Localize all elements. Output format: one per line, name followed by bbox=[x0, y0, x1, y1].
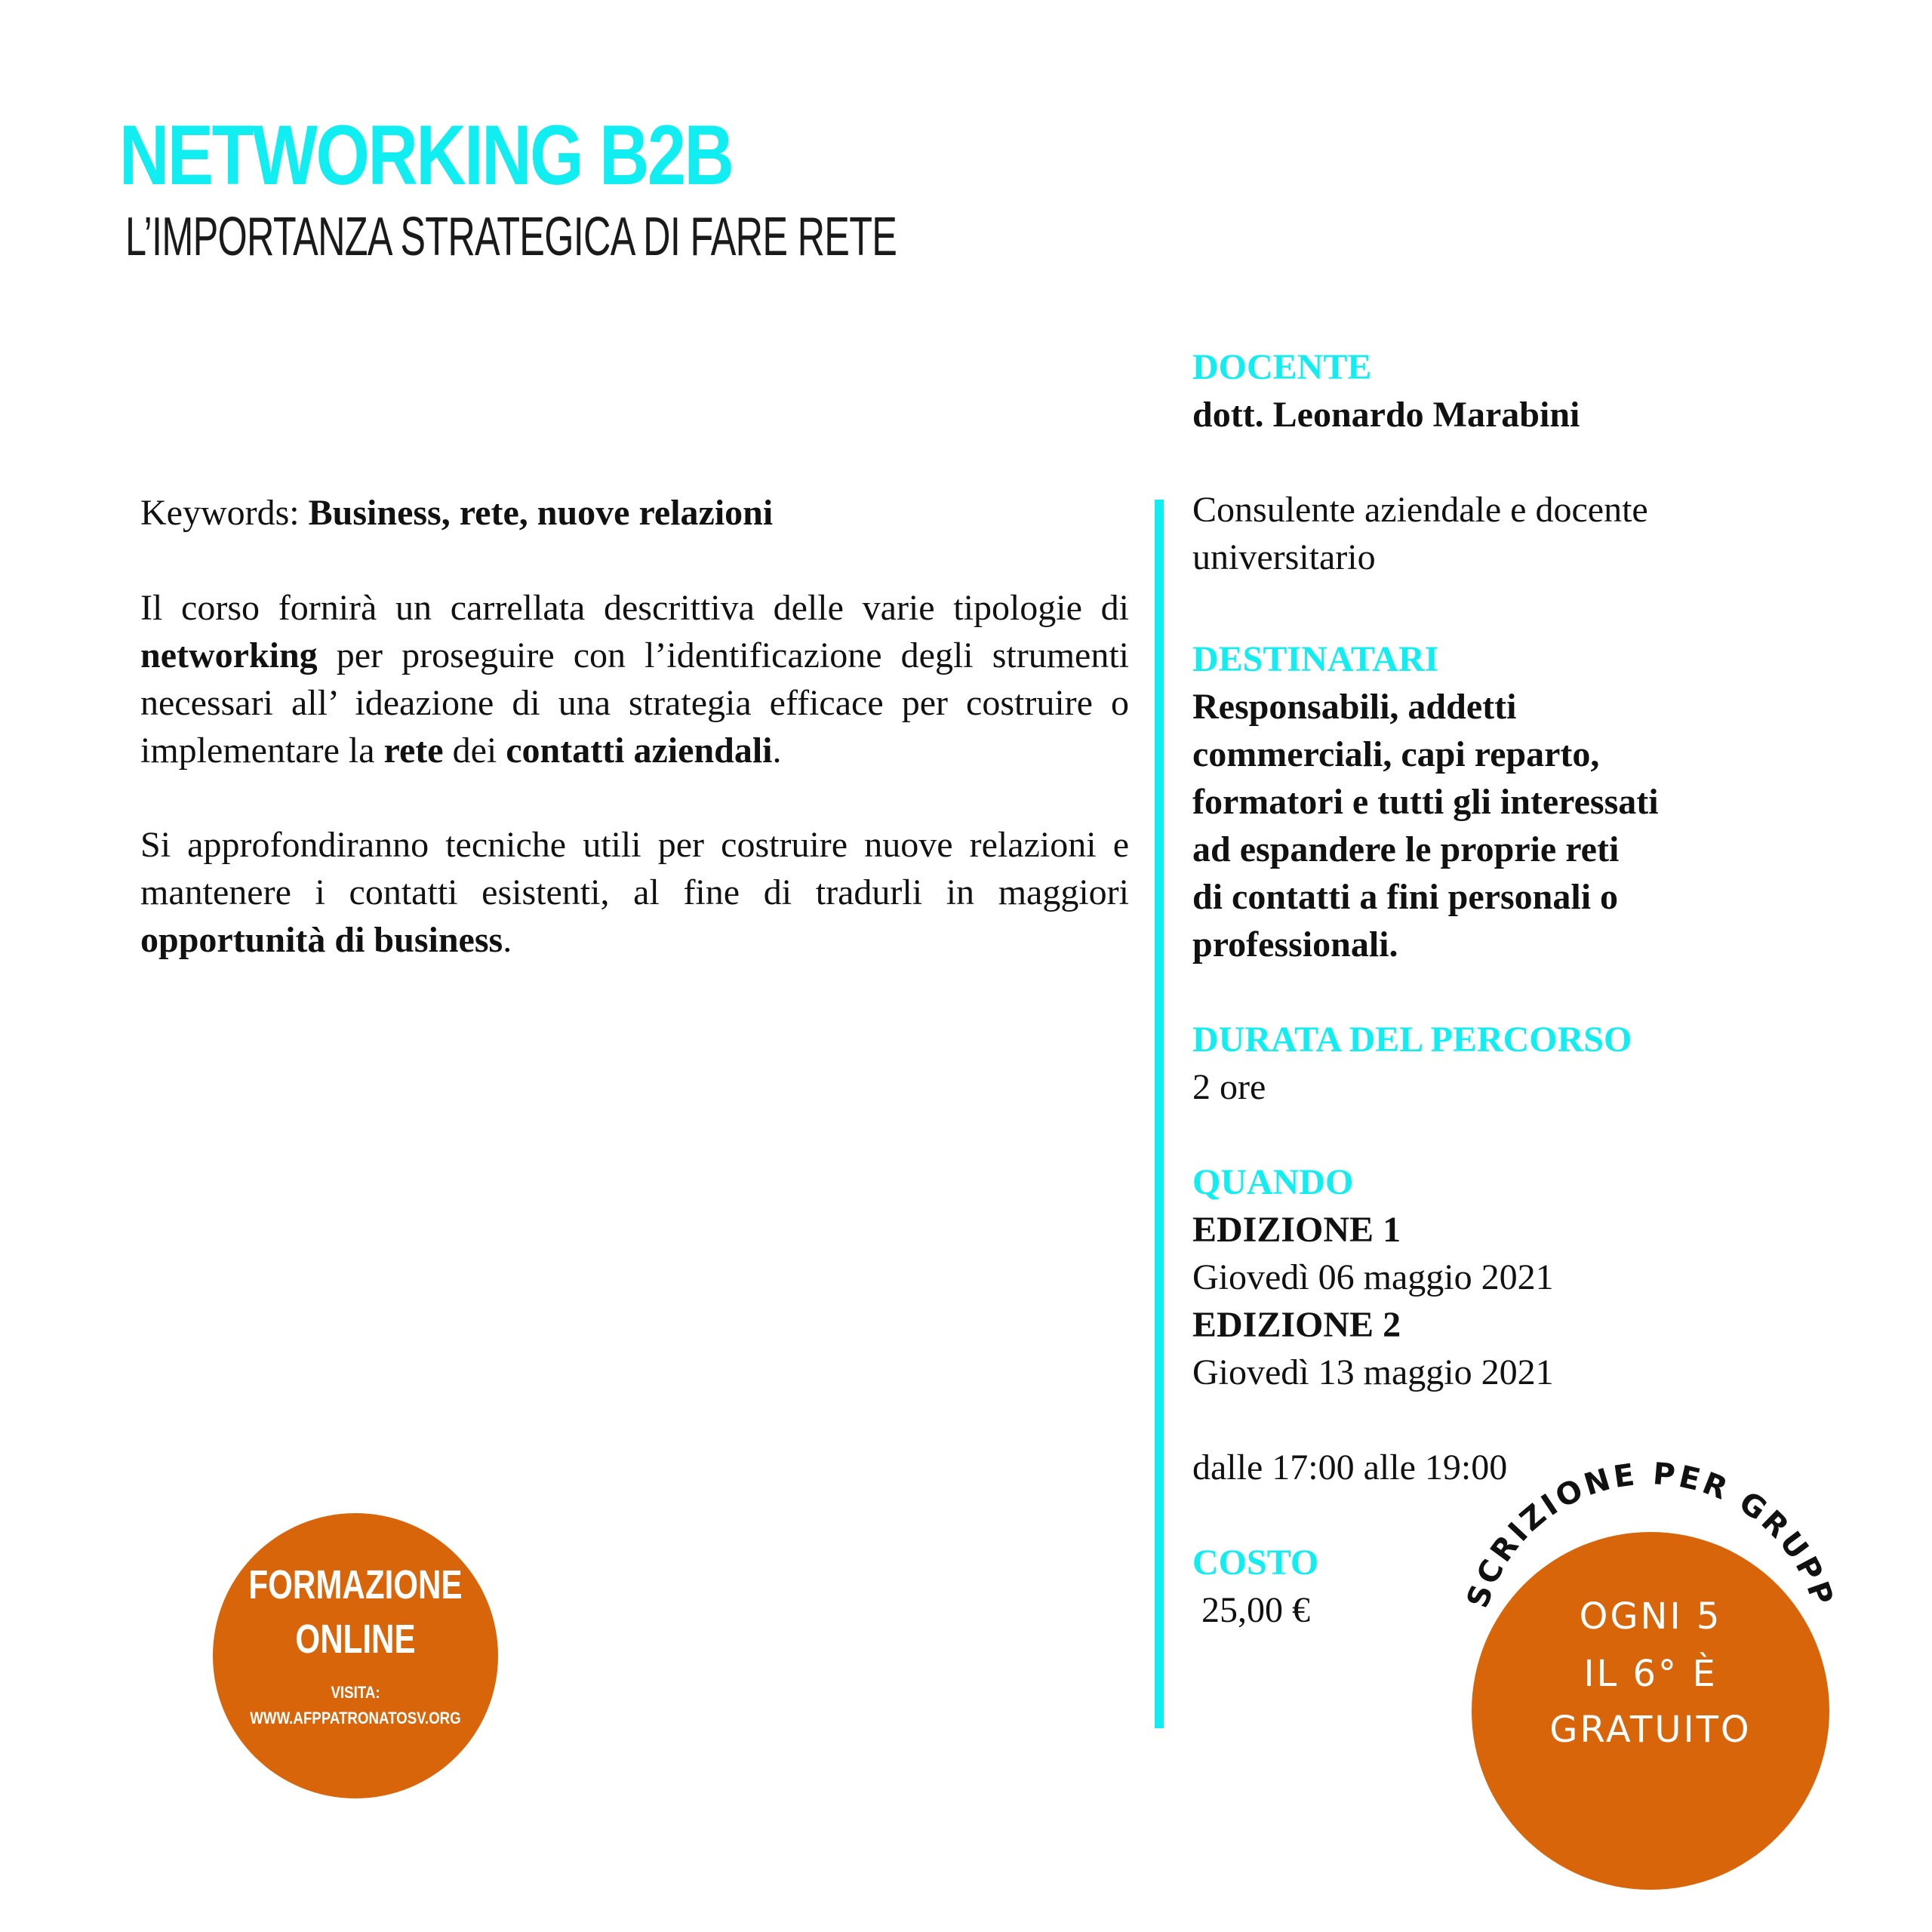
destinatari-line-3: formatori e tutti gli interessati bbox=[1192, 782, 1659, 822]
costo-value: 25,00 € bbox=[1201, 1590, 1310, 1630]
badge-left-website: WWW.AFPPATRONATOSV.ORG bbox=[250, 1709, 461, 1727]
destinatari-line-4: ad espandere le proprie reti bbox=[1192, 829, 1620, 869]
badge-left-line-2: ONLINE bbox=[295, 1617, 416, 1662]
edizione-2-label: EDIZIONE 2 bbox=[1192, 1305, 1401, 1345]
description-paragraph-2 bbox=[140, 821, 1129, 964]
docente-role-line-1: Consulente aziendale e docente bbox=[1192, 490, 1648, 530]
destinatari-label: DESTINATARI bbox=[1192, 639, 1439, 679]
badge-right-line-3: GRATUITO bbox=[1549, 1709, 1752, 1751]
p1-text-2: per proseguire con l’identificazione degli strumenti necessari all’ ideazione di una strategia efficace per costruire o implementare la bbox=[140, 635, 1129, 771]
p1-text-3: dei bbox=[443, 731, 506, 771]
edizione-2-date: Giovedì 13 maggio 2021 bbox=[1192, 1352, 1554, 1392]
badge-left-line-1: FORMAZIONE bbox=[248, 1562, 463, 1607]
keywords-label: Keywords: bbox=[140, 493, 309, 533]
p1-bold-contatti: contatti aziendali bbox=[506, 731, 773, 771]
destinatari-line-6: professionali. bbox=[1192, 924, 1398, 964]
p2-text-2: . bbox=[503, 920, 512, 960]
badge-right-line-2: IL 6° È bbox=[1583, 1653, 1718, 1695]
edizione-1-date: Giovedì 06 maggio 2021 bbox=[1192, 1257, 1554, 1297]
docente-label: DOCENTE bbox=[1192, 347, 1372, 387]
keywords-value: Business, rete, nuove relazioni bbox=[308, 493, 774, 533]
durata-value: 2 ore bbox=[1192, 1067, 1266, 1107]
arc-text-path: ISCRIZIONE PER GRUPPI bbox=[1426, 1399, 1841, 1613]
p1-bold-networking: networking bbox=[140, 635, 318, 675]
vertical-divider bbox=[1155, 500, 1164, 1728]
badge-right-line-1: OGNI 5 bbox=[1579, 1595, 1722, 1638]
page-subtitle: L’IMPORTANZA STRATEGICA DI FARE RETE bbox=[125, 207, 897, 267]
durata-label: DURATA DEL PERCORSO bbox=[1192, 1020, 1632, 1060]
orario: dalle 17:00 alle 19:00 bbox=[1192, 1447, 1508, 1487]
destinatari-line-1: Responsabili, addetti bbox=[1192, 687, 1517, 727]
docente-name: dott. Leonardo Marabini bbox=[1192, 395, 1580, 435]
keywords-line bbox=[140, 489, 1129, 537]
p1-text-1: Il corso fornirà un carrellata descrittiva delle varie tipologie di bbox=[140, 588, 1129, 628]
badge-left-visit-label: VISITA: bbox=[331, 1683, 380, 1702]
edizione-1-label: EDIZIONE 1 bbox=[1192, 1210, 1401, 1250]
description-paragraph-1 bbox=[140, 584, 1129, 774]
destinatari-line-5: di contatti a fini personali o bbox=[1192, 877, 1619, 917]
p1-bold-rete: rete bbox=[383, 731, 444, 771]
costo-label: COSTO bbox=[1192, 1543, 1319, 1583]
page-title: NETWORKING B2B bbox=[119, 108, 733, 202]
p2-bold-business: opportunità di business bbox=[140, 920, 503, 960]
quando-label: QUANDO bbox=[1192, 1162, 1354, 1202]
docente-role-line-2: universitario bbox=[1192, 537, 1376, 577]
destinatari-line-2: commerciali, capi reparto, bbox=[1192, 734, 1600, 774]
p1-text-4: . bbox=[772, 731, 782, 771]
p2-text-1: Si approfondiranno tecniche utili per costruire nuove relazioni e mantenere i contatti esistenti, al fine di tradurli in maggiori bbox=[140, 825, 1129, 912]
